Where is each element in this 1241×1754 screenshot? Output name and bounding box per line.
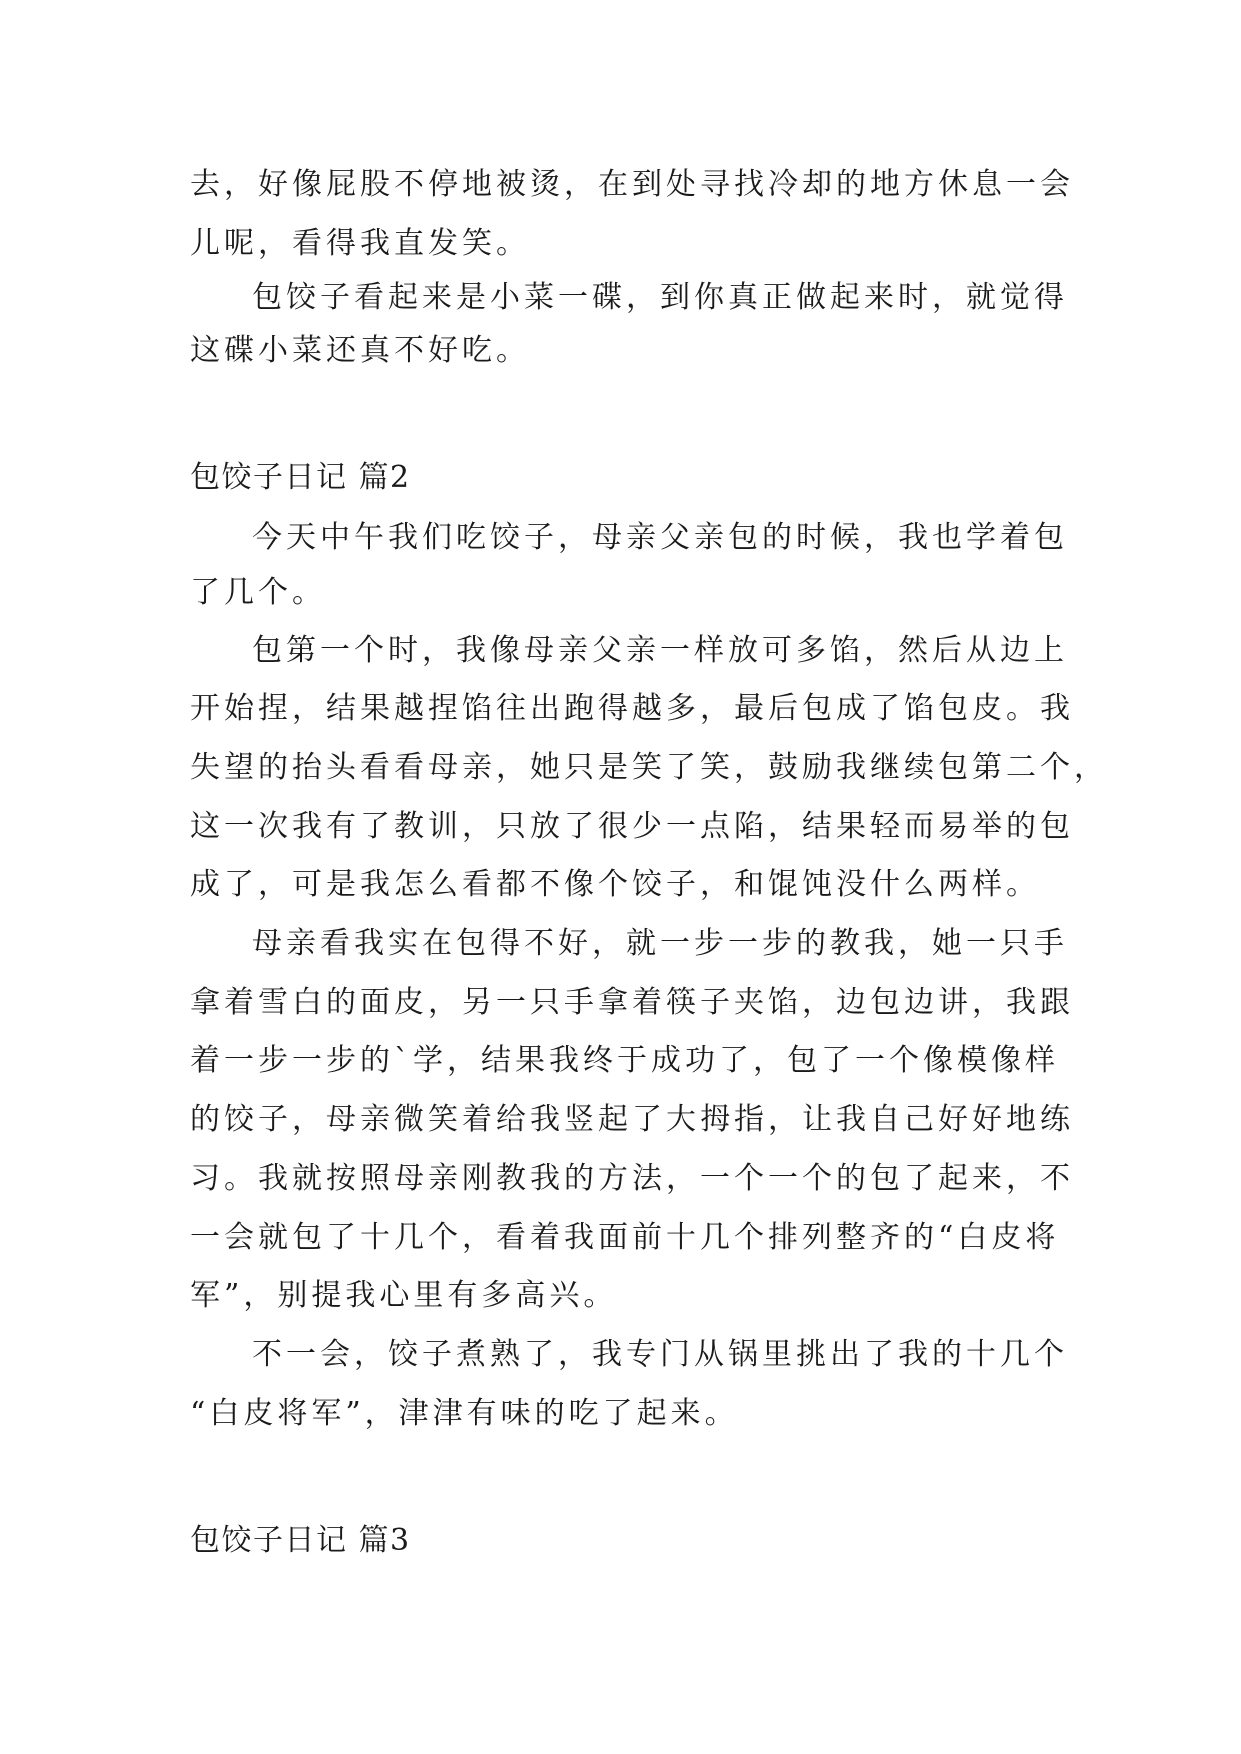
paragraph-line: 包第一个时，我像母亲父亲一样放可多馅，然后从边上 (252, 633, 1068, 668)
paragraph-line: 这一次我有了教训，只放了很少一点陷，结果轻而易举的包 (190, 809, 1074, 844)
section-heading: 包饺子日记 篇2 (190, 460, 411, 495)
paragraph-line: 母亲看我实在包得不好，就一步一步的教我，她一只手 (252, 926, 1068, 961)
paragraph-line: “白皮将军”，津津有味的吃了起来。 (190, 1396, 739, 1431)
paragraph-line: 一会就包了十几个，看着我面前十几个排列整齐的“白皮将 (190, 1220, 1060, 1255)
paragraph-line: 了几个。 (190, 575, 326, 610)
paragraph-line: 成了，可是我怎么看都不像个饺子，和馄饨没什么两样。 (190, 867, 1040, 902)
paragraph-line: 儿呢，看得我直发笑。 (190, 226, 530, 261)
paragraph-line: 习。我就按照母亲刚教我的方法，一个一个的包了起来，不 (190, 1161, 1074, 1196)
paragraph-line: 不一会，饺子煮熟了，我专门从锅里挑出了我的十几个 (252, 1337, 1068, 1372)
paragraph-line: 军”，别提我心里有多高兴。 (190, 1278, 618, 1313)
paragraph-line: 这碟小菜还真不好吃。 (190, 333, 530, 368)
paragraph-line: 去，好像屁股不停地被烫，在到处寻找冷却的地方休息一会 (190, 167, 1074, 202)
paragraph-line: 包饺子看起来是小菜一碟，到你真正做起来时，就觉得 (252, 280, 1068, 315)
paragraph-line: 拿着雪白的面皮，另一只手拿着筷子夹馅，边包边讲，我跟 (190, 985, 1074, 1020)
paragraph-line: 开始捏，结果越捏馅往出跑得越多，最后包成了馅包皮。我 (190, 691, 1074, 726)
paragraph-line: 失望的抬头看看母亲，她只是笑了笑，鼓励我继续包第二个， (190, 750, 1108, 785)
paragraph-line: 的饺子，母亲微笑着给我竖起了大拇指，让我自己好好地练 (190, 1102, 1074, 1137)
paragraph-line: 今天中午我们吃饺子，母亲父亲包的时候，我也学着包 (252, 520, 1068, 555)
paragraph-line: 着一步一步的`学，结果我终于成功了，包了一个像模像样 (190, 1043, 1059, 1078)
section-heading: 包饺子日记 篇3 (190, 1523, 411, 1558)
